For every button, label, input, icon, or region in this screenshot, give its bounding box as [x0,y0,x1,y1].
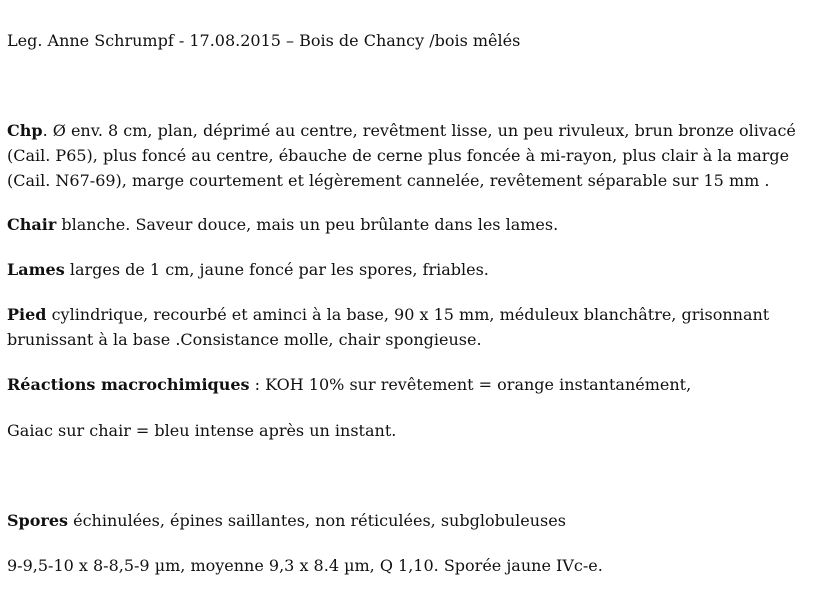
collection-date: 17.08.2015 [189,31,281,50]
spores-line [7,508,566,533]
header-line [7,28,520,53]
leg-label: Leg. [7,31,43,50]
pied-text-1: cylindrique, recourbé et aminci à la base, 90 x 15 mm, méduleux blanchâtre, grisonnant [46,305,770,324]
pied-line-1 [7,302,769,327]
reactions-line [7,372,691,397]
chapeau-text-1: . Ø env. 8 cm, plan, déprimé au centre, revêtment lisse, un peu rivuleux, brun bronze olivacé [42,121,796,140]
spores-label: Spores [7,511,69,530]
collector-name: Anne Schrumpf [47,31,174,50]
chapeau-text-2: (Cail. P65), plus foncé au centre, ébauche de cerne plus foncée à mi-rayon, plus clair à la marge [7,146,790,165]
gaiac-text: Gaiac sur chair = bleu intense après un instant. [7,421,397,440]
chapeau-text-3: (Cail. N67-69), marge courtement et légèrement cannelée, revêtement séparable sur 15 mm . [7,171,770,190]
spore-measurements-text: 9-9,5-10 x 8-8,5-9 µm, moyenne 9,3 x 8.4 µm, Q 1,10. Sporée jaune IVc-e. [7,556,603,575]
chapeau-label: Chp [7,121,43,140]
lames-label: Lames [7,260,65,279]
chair-text: blanche. Saveur douce, mais un peu brûlante dans les lames. [56,215,559,234]
gaiac-line [7,418,396,443]
pied-text-2: brunissant à la base .Consistance molle, chair spongieuse. [7,330,482,349]
chapeau-line-2 [7,143,789,168]
date-separator: - [173,31,190,50]
spore-measurements-line [7,553,603,578]
lames-line [7,257,489,282]
pied-label: Pied [7,305,47,324]
chair-label: Chair [7,215,57,234]
spores-text: échinulées, épines saillantes, non réticulées, subglobuleuses [68,511,566,530]
chapeau-line-1 [7,118,796,143]
chair-line [7,212,558,237]
location-separator: – [280,31,300,50]
reactions-text: : KOH 10% sur revêtement = orange instantanément, [249,375,692,394]
collection-location: Bois de Chancy /bois mêlés [299,31,521,50]
reactions-label: Réactions macrochimiques [7,375,250,394]
pied-line-2 [7,327,482,352]
chapeau-line-3 [7,168,769,193]
lames-text: larges de 1 cm, jaune foncé par les spores, friables. [64,260,489,279]
